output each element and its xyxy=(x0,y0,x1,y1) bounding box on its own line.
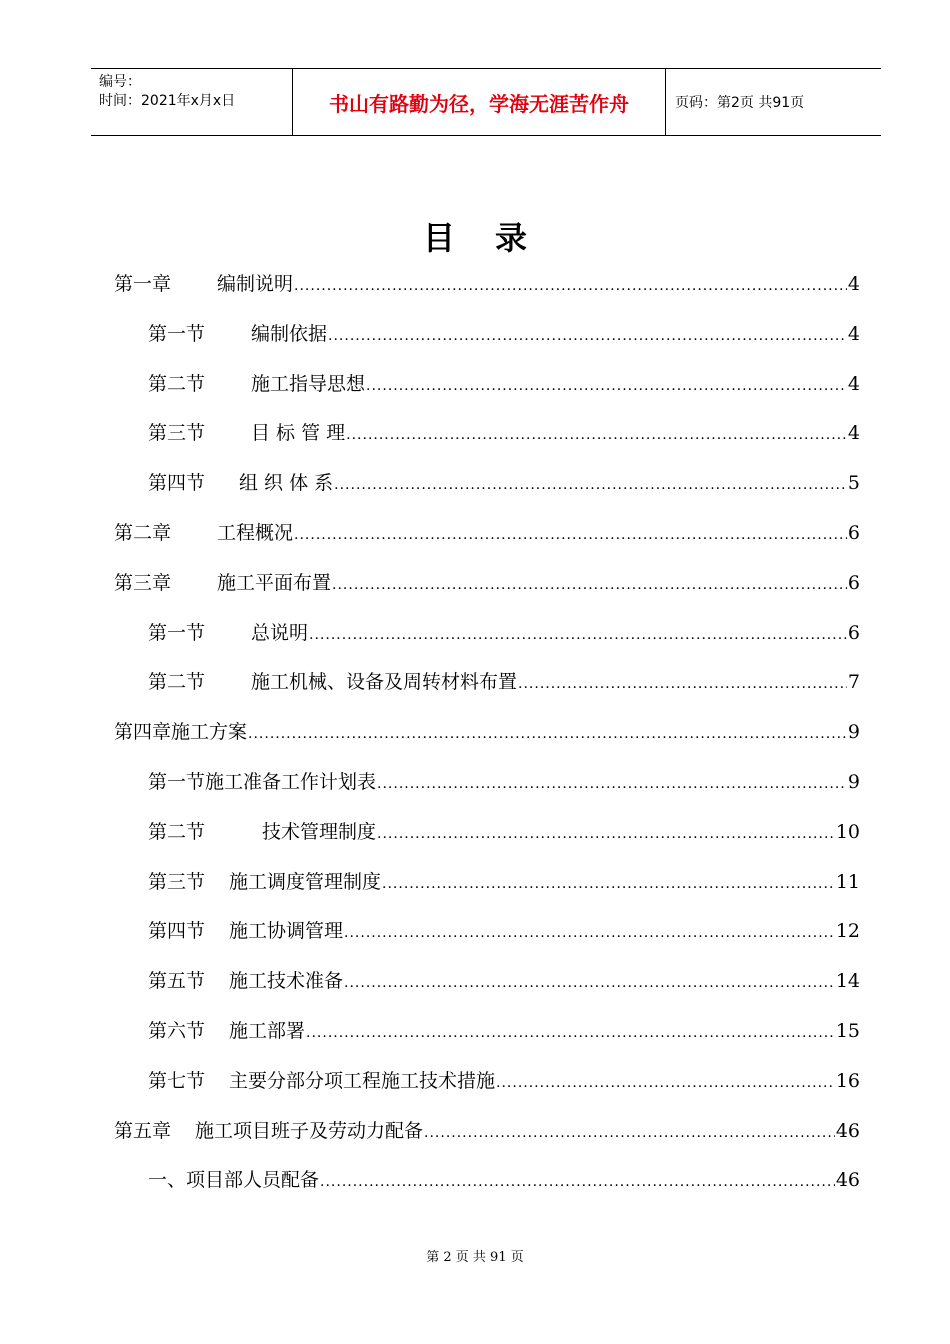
header-motto: 书山有路勤为径，学海无涯苦作舟 xyxy=(293,69,666,135)
toc-entry-page: 10 xyxy=(835,820,860,843)
toc-entry-title: 主要分部分项工程施工技术措施 xyxy=(229,1069,496,1092)
toc-entry-page: 7 xyxy=(847,671,860,694)
toc-leader-dots xyxy=(377,820,835,848)
toc-entry[interactable] xyxy=(114,668,860,718)
toc-entry[interactable] xyxy=(114,320,860,370)
toc-entry-page: 5 xyxy=(847,472,860,495)
toc-entry[interactable] xyxy=(114,270,860,320)
toc-entry-title: 施工方案 xyxy=(171,721,248,744)
toc-leader-dots xyxy=(334,471,847,499)
table-of-contents xyxy=(114,270,860,1216)
toc-entry[interactable] xyxy=(114,1067,860,1117)
toc-entry-label: 第四章 xyxy=(114,721,172,744)
header-page-info: 页码：第2页 共91页 xyxy=(675,95,805,111)
toc-entry-page: 46 xyxy=(835,1169,860,1192)
toc-entry-page: 4 xyxy=(847,322,860,345)
toc-entry-label: 第七节 xyxy=(148,1069,206,1092)
toc-entry-title: 施工项目班子及劳动力配备 xyxy=(195,1119,424,1142)
toc-entry-title: 编制依据 xyxy=(251,322,328,345)
toc-entry-page: 6 xyxy=(847,521,860,544)
toc-entry-page: 46 xyxy=(835,1119,860,1142)
toc-entry-title: 施工平面布置 xyxy=(217,571,332,594)
toc-leader-dots xyxy=(382,870,835,898)
toc-entry-label: 第四节 xyxy=(148,920,206,943)
toc-entry-title: 一、项目部人员配备 xyxy=(148,1169,320,1192)
toc-leader-dots xyxy=(496,1069,835,1097)
toc-entry[interactable] xyxy=(114,917,860,967)
toc-leader-dots xyxy=(344,919,835,947)
toc-entry[interactable] xyxy=(114,1166,860,1216)
toc-leader-dots xyxy=(346,421,847,449)
page-title: 目录 xyxy=(422,219,567,257)
toc-entry-title: 工程概况 xyxy=(217,521,294,544)
header-time-label: 时间：2021年x月x日 xyxy=(99,93,236,109)
toc-entry-label: 第三节 xyxy=(148,422,206,445)
page-footer: 第 2 页 共 91 页 xyxy=(426,1250,524,1265)
toc-entry-title: 施工机械、设备及周转材料布置 xyxy=(251,671,518,694)
toc-entry-label: 第三章 xyxy=(114,571,172,594)
toc-leader-dots xyxy=(366,372,847,400)
toc-entry-label: 第一节 xyxy=(148,322,206,345)
toc-entry-page: 9 xyxy=(847,770,860,793)
toc-leader-dots xyxy=(306,1019,835,1047)
toc-entry-title: 组 织 体 系 xyxy=(239,472,334,495)
toc-entry-label: 第一章 xyxy=(114,273,172,295)
toc-entry[interactable] xyxy=(114,519,860,569)
toc-leader-dots xyxy=(248,720,847,748)
toc-entry-label: 第一节 xyxy=(148,621,206,644)
toc-leader-dots xyxy=(377,770,847,798)
toc-entry[interactable] xyxy=(114,469,860,519)
toc-entry[interactable] xyxy=(114,419,860,469)
toc-entry[interactable] xyxy=(114,718,860,768)
toc-entry[interactable] xyxy=(114,569,860,619)
toc-leader-dots xyxy=(328,322,847,350)
toc-entry-page: 6 xyxy=(847,571,860,594)
toc-entry-title: 施工调度管理制度 xyxy=(229,870,382,893)
toc-entry-label: 第二节 xyxy=(148,820,206,843)
toc-entry-title: 总说明 xyxy=(251,621,309,644)
toc-entry[interactable] xyxy=(114,619,860,669)
toc-entry[interactable] xyxy=(114,768,860,818)
toc-entry[interactable] xyxy=(114,818,860,868)
toc-entry-title: 目 标 管 理 xyxy=(251,422,346,445)
toc-leader-dots xyxy=(309,621,847,649)
toc-entry-page: 14 xyxy=(835,970,860,993)
toc-entry-title: 编制说明 xyxy=(217,273,294,295)
toc-entry-label: 第二节 xyxy=(148,372,206,395)
toc-entry-title: 施工协调管理 xyxy=(229,920,344,943)
toc-entry-label: 第二章 xyxy=(114,521,172,544)
toc-entry-label: 第五章 xyxy=(114,1119,172,1142)
toc-entry-label: 第五节 xyxy=(148,970,206,993)
toc-entry-title: 施工准备工作计划表 xyxy=(205,770,377,793)
toc-entry[interactable] xyxy=(114,1117,860,1167)
toc-entry-title: 技术管理制度 xyxy=(262,820,377,843)
document-header xyxy=(91,68,881,136)
toc-entry-label: 第二节 xyxy=(148,671,206,694)
toc-leader-dots xyxy=(294,272,847,300)
toc-leader-dots xyxy=(344,969,835,997)
toc-entry-page: 11 xyxy=(835,870,860,893)
toc-entry-label: 第三节 xyxy=(148,870,206,893)
toc-entry-page: 4 xyxy=(847,372,860,395)
toc-entry-label: 第六节 xyxy=(148,1019,206,1042)
toc-leader-dots xyxy=(332,571,847,599)
toc-entry-page: 6 xyxy=(847,621,860,644)
toc-leader-dots xyxy=(320,1168,835,1196)
toc-entry-page: 15 xyxy=(835,1019,860,1042)
toc-entry[interactable] xyxy=(114,868,860,918)
toc-entry[interactable] xyxy=(114,370,860,420)
toc-entry-title: 施工技术准备 xyxy=(229,970,344,993)
toc-entry[interactable] xyxy=(114,1017,860,1067)
toc-entry-page: 12 xyxy=(835,920,860,943)
toc-leader-dots xyxy=(294,521,847,549)
toc-entry-title: 施工部署 xyxy=(229,1019,306,1042)
toc-entry-page: 9 xyxy=(847,721,860,744)
toc-entry-page: 4 xyxy=(847,273,860,295)
toc-entry-title: 施工指导思想 xyxy=(251,372,366,395)
toc-leader-dots xyxy=(518,670,847,698)
toc-entry-page: 4 xyxy=(847,422,860,445)
toc-leader-dots xyxy=(424,1119,835,1147)
header-meta xyxy=(91,69,293,135)
toc-entry-label: 第一节 xyxy=(148,770,206,793)
toc-entry[interactable] xyxy=(114,967,860,1017)
header-number-label: 编号： xyxy=(99,74,141,90)
toc-entry-label: 第四节 xyxy=(148,472,206,495)
toc-entry-page: 16 xyxy=(835,1069,860,1092)
